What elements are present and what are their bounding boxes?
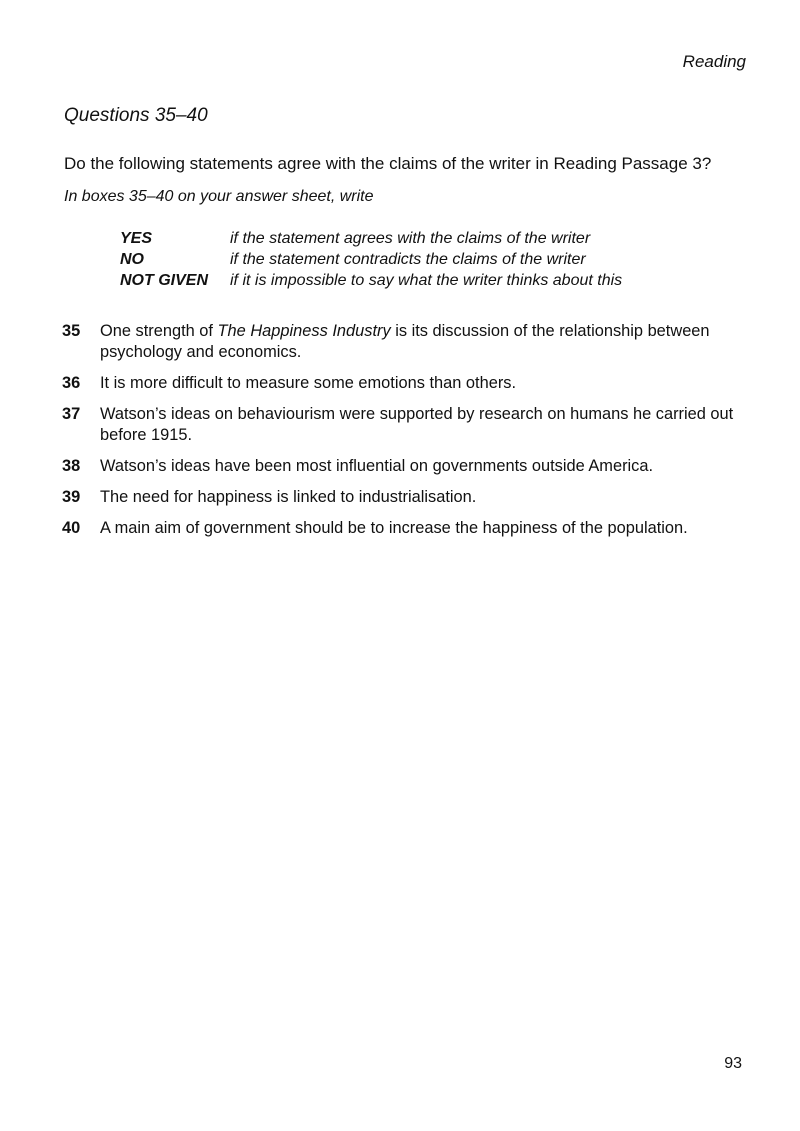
instruction-text: Do the following statements agree with the claims of the writer in Reading Passage 3?: [64, 154, 712, 173]
statement-text: [100, 321, 752, 363]
key-term: NO: [120, 251, 144, 268]
statement-text-pre: One strength of: [100, 322, 218, 340]
answer-instruction: In boxes 35–40 on your answer sheet, write: [64, 188, 374, 205]
key-meaning: if it is impossible to say what the writer thinks about this: [230, 272, 623, 289]
statement-item: [62, 456, 752, 477]
statement-text: Watson’s ideas on behaviourism were supported by research on humans he carried out before 1915.: [100, 405, 734, 444]
statement-text: Watson’s ideas have been most influential on governments outside America.: [100, 457, 654, 475]
book-title: The Happiness Industry: [217, 322, 391, 340]
statement-number: 36: [62, 374, 81, 392]
key-row-not-given: [120, 272, 622, 293]
statement-text: The need for happiness is linked to industrialisation.: [100, 488, 477, 506]
key-term: YES: [120, 230, 153, 247]
statement-number: 39: [62, 488, 81, 506]
statement-text: It is more difficult to measure some emotions than others.: [100, 374, 517, 392]
answer-key-table: [120, 230, 622, 293]
page-number: 93: [724, 1055, 742, 1072]
section-header: Reading: [682, 52, 746, 71]
key-meaning: if the statement agrees with the claims of the writer: [230, 230, 591, 247]
statement-number: 37: [62, 405, 81, 423]
statement-number: 40: [62, 519, 81, 537]
key-row-no: [120, 251, 622, 272]
questions-title: Questions 35–40: [64, 105, 208, 126]
key-meaning: if the statement contradicts the claims of the writer: [230, 251, 586, 268]
statement-item: [62, 518, 752, 539]
statement-item: [62, 404, 752, 446]
statement-item: [62, 487, 752, 508]
statement-text: A main aim of government should be to increase the happiness of the population.: [100, 519, 688, 537]
statement-text-post: is its discussion of the relationship between psychology and economics.: [100, 322, 710, 361]
statement-item: [62, 373, 752, 394]
statement-number: 38: [62, 457, 81, 475]
statement-number: 35: [62, 322, 81, 340]
key-row-yes: [120, 230, 622, 251]
key-term: NOT GIVEN: [120, 272, 209, 289]
statements-list: [62, 321, 752, 549]
statement-item: [62, 321, 752, 363]
